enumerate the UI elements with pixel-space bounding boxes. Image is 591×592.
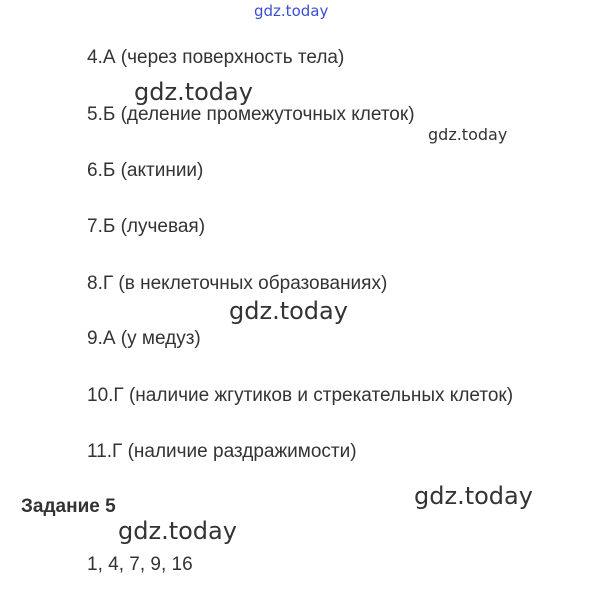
answer-10: 10.Г (наличие жгутиков и стрекательных клеток): [87, 385, 514, 406]
watermark-top: gdz.today: [254, 2, 329, 20]
section-title: Задание 5: [21, 496, 116, 517]
watermark: gdz.today: [118, 517, 237, 545]
answer-6: 6.Б (актинии): [87, 160, 204, 181]
answer-11: 11.Г (наличие раздражимости): [87, 441, 357, 462]
watermark: gdz.today: [414, 482, 533, 510]
watermark: gdz.today: [134, 78, 253, 106]
answer-7: 7.Б (лучевая): [87, 216, 206, 237]
section-answer: 1, 4, 7, 9, 16: [87, 554, 193, 575]
answer-9: 9.А (у медуз): [87, 328, 201, 349]
watermark: gdz.today: [428, 125, 508, 144]
answer-4: 4.А (через поверхность тела): [87, 47, 345, 68]
answer-5: 5.Б (деление промежуточных клеток): [87, 104, 415, 125]
answer-8: 8.Г (в неклеточных образованиях): [87, 273, 388, 294]
watermark: gdz.today: [229, 297, 348, 325]
